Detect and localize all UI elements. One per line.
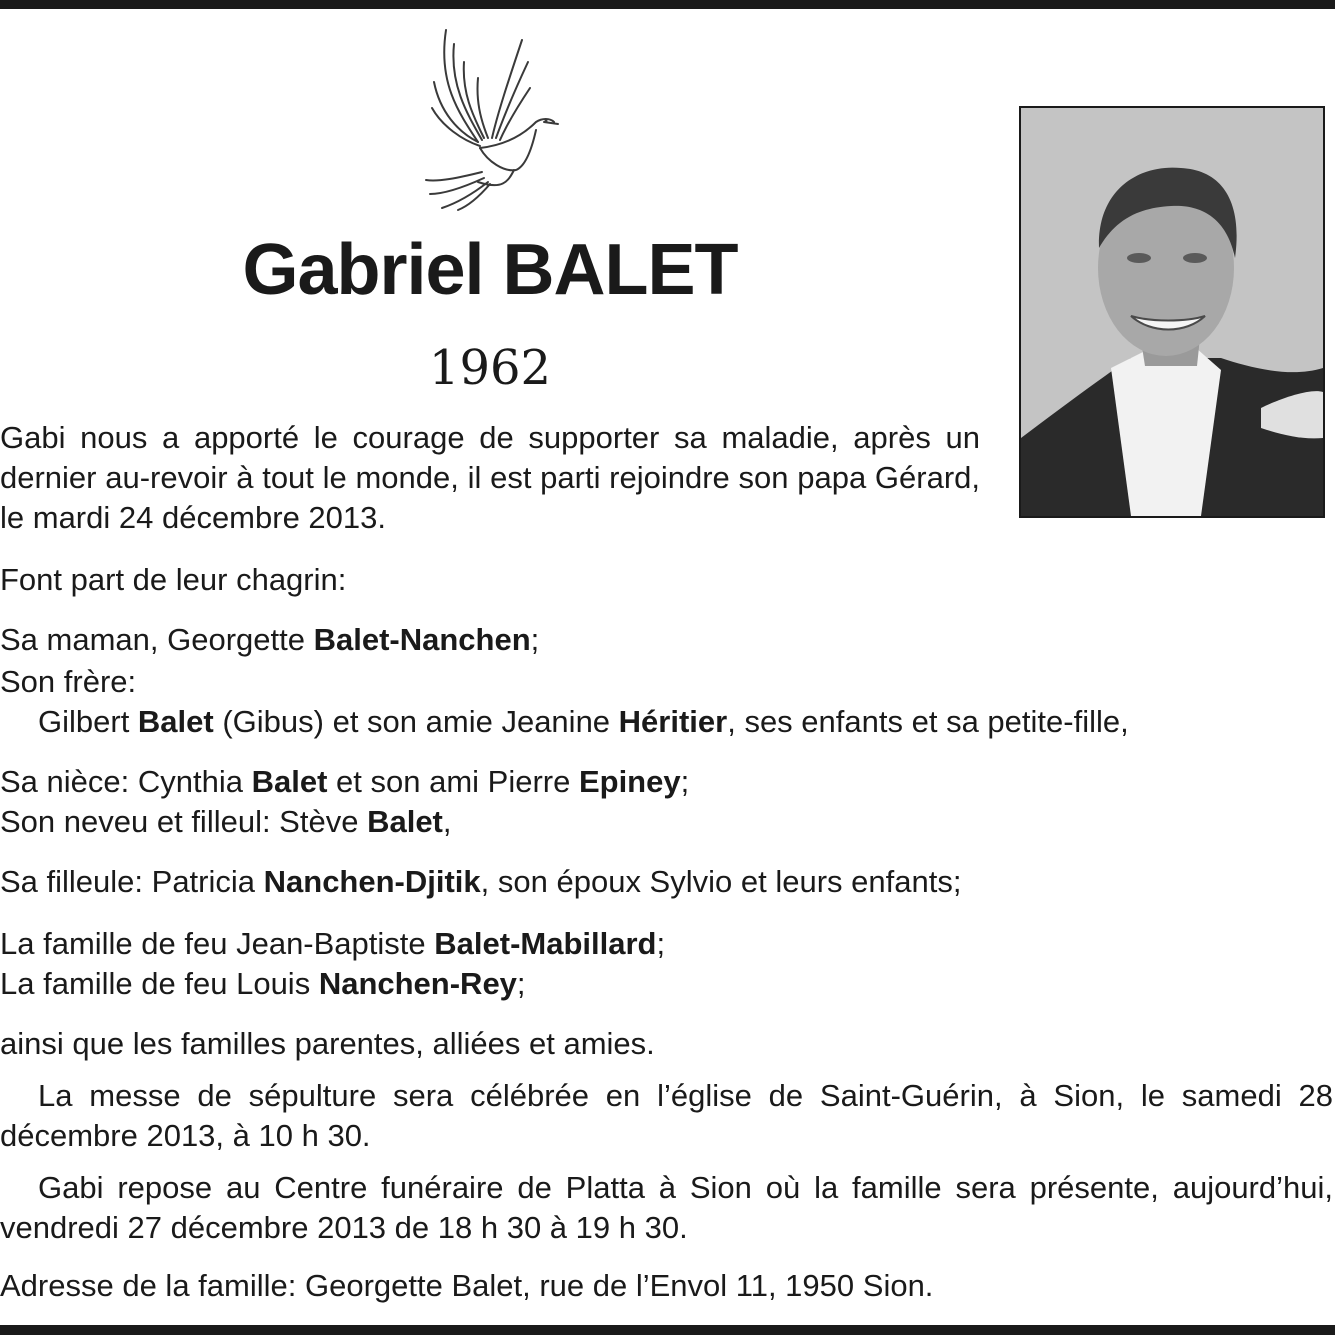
nephew-line: Son neveu et filleul: Stève Balet,: [0, 804, 452, 839]
relatives-line: ainsi que les familles parentes, alliées et amies.: [0, 1026, 655, 1061]
rest-paragraph: Gabi repose au Centre funéraire de Platta à Sion où la famille sera présente, aujourd’hui, vendredi 27 décembre 2013 de 18 h 30 à 19 h 30.: [0, 1170, 1333, 1245]
bottom-rule: [0, 1325, 1335, 1335]
dove-icon: [418, 22, 560, 212]
mass-paragraph: La messe de sépulture sera célébrée en l’église de Saint-Guérin, à Sion, le samedi 28 décembre 2013, à 10 h 30.: [0, 1078, 1333, 1153]
font-part-line: Font part de leur chagrin:: [0, 562, 347, 597]
family1-line: La famille de feu Jean-Baptiste Balet-Mabillard;: [0, 926, 666, 961]
brother-line: Gilbert Balet (Gibus) et son amie Jeanine Héritier, ses enfants et sa petite-fille,: [38, 704, 1129, 739]
portrait-photo: [1019, 106, 1325, 518]
niece-line: Sa nièce: Cynthia Balet et son ami Pierre Epiney;: [0, 764, 690, 799]
brother-label: Son frère:: [0, 664, 137, 699]
top-rule: [0, 0, 1335, 9]
deceased-name: Gabriel BALET: [242, 230, 738, 310]
birth-year: 1962: [428, 340, 552, 396]
family2-line: La famille de feu Louis Nanchen-Rey;: [0, 966, 526, 1001]
address-line: Adresse de la famille: Georgette Balet, rue de l’Envol 11, 1950 Sion.: [0, 1268, 934, 1303]
mother-line: Sa maman, Georgette Balet-Nanchen;: [0, 622, 540, 657]
intro-paragraph: Gabi nous a apporté le courage de supporter sa maladie, après un dernier au-revoir à tout le monde, il est parti rejoindre son papa Gérard, le mardi 24 décembre 2013.: [0, 420, 980, 535]
goddaughter-line: Sa filleule: Patricia Nanchen-Djitik, son époux Sylvio et leurs enfants;: [0, 864, 962, 899]
